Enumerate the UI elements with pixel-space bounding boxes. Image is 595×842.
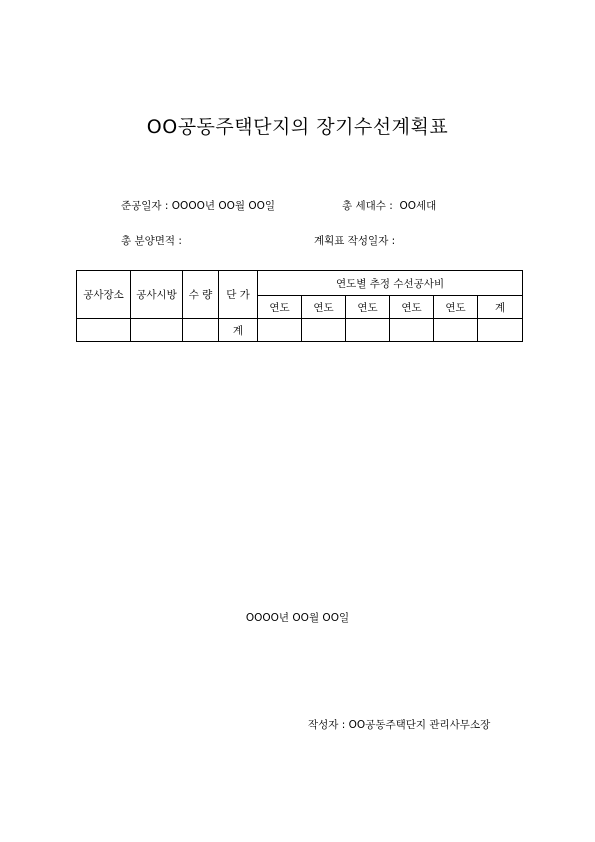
cell-year-3 — [346, 319, 390, 342]
header-year-4: 연도 — [390, 296, 434, 319]
cell-method — [131, 319, 183, 342]
header-total: 계 — [478, 296, 523, 319]
header-year-1: 연도 — [258, 296, 302, 319]
footer-date: OOOO년 OO월 OO일 — [245, 612, 350, 624]
table-header-row — [77, 271, 523, 296]
sale-area-label: 총 분양면적 : — [121, 235, 182, 247]
completion-date-line — [121, 198, 275, 213]
cell-location — [77, 319, 131, 342]
sale-area-line — [121, 233, 182, 248]
cell-year-1 — [258, 319, 302, 342]
header-annual-cost: 연도별 추정 수선공사비 — [258, 271, 523, 296]
header-quantity: 수 량 — [183, 271, 219, 319]
header-year-3: 연도 — [346, 296, 390, 319]
cell-quantity — [183, 319, 219, 342]
table-row — [77, 319, 523, 342]
cell-year-2 — [302, 319, 346, 342]
households-line — [342, 198, 436, 213]
header-location: 공사장소 — [77, 271, 131, 319]
households-value: OO세대 — [399, 200, 437, 212]
households-label: 총 세대수 : — [342, 200, 393, 212]
author-line: 작성자 : OO공동주택단지 관리사무소장 — [308, 719, 491, 731]
completion-date-value: OOOO년 OO월 OO일 — [171, 200, 276, 212]
header-unit-price: 단 가 — [219, 271, 258, 319]
plan-date-label: 계획표 작성일자 : — [314, 235, 396, 247]
cell-year-4 — [390, 319, 434, 342]
cell-total — [478, 319, 523, 342]
header-method: 공사시방 — [131, 271, 183, 319]
plan-date-line — [314, 233, 395, 248]
completion-date-label: 준공일자 : — [121, 200, 169, 212]
cell-year-5 — [434, 319, 478, 342]
document-title: OO공동주택단지의 장기수선계획표 — [146, 116, 449, 138]
long-term-repair-plan-table — [76, 270, 523, 342]
cell-row-total-label: 계 — [219, 319, 258, 342]
header-year-2: 연도 — [302, 296, 346, 319]
header-year-5: 연도 — [434, 296, 478, 319]
